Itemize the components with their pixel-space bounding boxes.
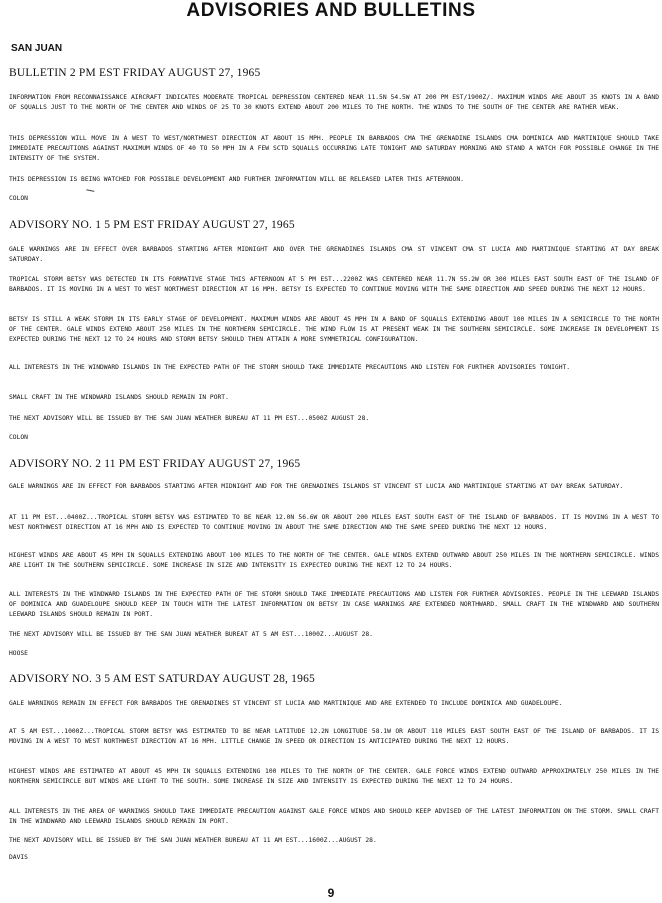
advisory-2-heading: ADVISORY NO. 2 11 PM EST FRIDAY AUGUST 27, 1965 [9, 458, 301, 470]
advisory-2-paragraph-5: THE NEXT ADVISORY WILL BE ISSUED BY THE SAN JUAN WEATHER BUREAT AT 5 AM EST...1000Z...AUGUST 28. [9, 631, 373, 638]
advisory-1-paragraph-4: ALL INTERESTS IN THE WINDWARD ISLANDS IN THE EXPECTED PATH OF THE STORM SHOULD TAKE IMMEDIATE PRECAUTIONS AND LISTEN FOR FURTHER ADVISORIES TONIGHT. [9, 364, 571, 371]
advisory-1-heading: ADVISORY NO. 1 5 PM EST FRIDAY AUGUST 27, 1965 [9, 219, 295, 231]
advisory-3-paragraph-3: HIGHEST WINDS ARE ESTIMATED AT ABOUT 45 MPH IN SQUALLS EXTENDING 100 MILES TO THE NORTH OF THE CENTER. GALE FORCE WINDS EXTEND OUTWARD APPROXIMATELY 250 MILES IN THE NORTHERN SEMICIRCLE BUT WINDS ARE LIGHT TO THE SOUTH. SOME INCREASE IN SIZE AND INTENSITY IS EXPECTED DURING THE NEXT 12 TO 24 HOURS. [9, 768, 659, 785]
page-number: 9 [327, 886, 335, 900]
advisory-3-paragraph-4: ALL INTERESTS IN THE AREA OF WARNINGS SHOULD TAKE IMMEDIATE PRECAUTION AGAINST GALE FORCE WINDS AND SHOULD KEEP ADVISED OF THE LATEST INFORMATION ON THE STORM. SMALL CRAFT IN THE WINDWARD AND LEEWARD ISLANDS SHOULD REMAIN IN PORT. [9, 808, 659, 825]
bulletin-heading: BULLETIN 2 PM EST FRIDAY AUGUST 27, 1965 [9, 67, 261, 79]
bulletin-paragraph-3: THIS DEPRESSION IS BEING WATCHED FOR POSSIBLE DEVELOPMENT AND FURTHER INFORMATION WILL BE RELEASED LATER THIS AFTERNOON. [9, 176, 464, 183]
page-title: ADVISORIES AND BULLETINS [186, 0, 476, 21]
advisory-1-paragraph-6: THE NEXT ADVISORY WILL BE ISSUED BY THE SAN JUAN WEATHER BUREAU AT 11 PM EST...0500Z AUGUST 28. [9, 415, 370, 422]
advisory-2-signature: HOOSE [9, 650, 28, 657]
advisory-2-paragraph-2: AT 11 PM EST...0400Z...TROPICAL STORM BETSY WAS ESTIMATED TO BE NEAR 12.0N 56.6W OR ABOUT 200 MILES EAST SOUTH EAST OF THE ISLAND OF BARBADOS. IT IS MOVING IN A WEST TO WEST NORTHWEST DIRECTION AT 16 MPH AND IS EXPECTED TO CONTINUE MOVING IN ABOUT THE SAME DIRECTION AND THE SAME SPEED DURING THE NEXT 12 HOURS. [9, 514, 659, 531]
bulletin-signature: COLON [9, 195, 28, 202]
advisory-2-paragraph-1: GALE WARNINGS ARE IN EFFECT FOR BARBADOS STARTING AFTER MIDNIGHT AND FOR THE GRENADINES ISLANDS ST VINCENT ST LUCIA AND MARTINIQUE STARTING AT DAY BREAK SATURDAY. [9, 483, 624, 490]
advisory-1-signature: COLON [9, 434, 28, 441]
advisory-1-paragraph-3: BETSY IS STILL A WEAK STORM IN ITS EARLY STAGE OF DEVELOPMENT. MAXIMUM WINDS ARE ABOUT 45 MPH IN A BAND OF SQUALLS EXTENDING ABOUT 100 MILES IN A SEMICIRCLE TO THE NORTH OF THE CENTER. GALE WINDS EXTEND ABOUT 250 MILES IN THE NORTHERN SEMICIRCLE. THE WIND FLOW IS AT PRESENT WEAK IN THE SOUTHERN SEMICIRCLE. SOME INCREASE IN DEVELOPMENT IS EXPECTED DURING THE NEXT 12 TO 24 HOURS AND STORM BETSY SHOULD THEN ATTAIN A MORE SYMMETRICAL CONFIGURATION. [9, 316, 659, 343]
advisory-3-heading: ADVISORY NO. 3 5 AM EST SATURDAY AUGUST 28, 1965 [9, 673, 315, 685]
stray-mark [86, 189, 95, 195]
advisory-1-paragraph-2: TROPICAL STORM BETSY WAS DETECTED IN ITS FORMATIVE STAGE THIS AFTERNOON AT 5 PM EST...2200Z WAS CENTERED NEAR 11.7N 55.2W OR 300 MILES EAST SOUTH EAST OF THE ISLAND OF BARBADOS. IT IS MOVING IN A WEST TO WEST NORTHWEST DIRECTION AT 16 MPH. BETSY IS EXPECTED TO CONTINUE MOVING WITH THE SAME DIRECTION AND SPEED DURING THE NEXT 12 HOURS. [9, 276, 659, 293]
station-name: SAN JUAN [11, 43, 63, 54]
advisory-3-paragraph-2: AT 5 AM EST...1000Z...TROPICAL STORM BETSY WAS ESTIMATED TO BE NEAR LATITUDE 12.2N LONGITUDE 58.1W OR ABOUT 110 MILES EAST SOUTH EAST OF THE ISLAND OF BARBADOS. IT IS MOVING IN A WEST TO WEST NORTHWEST DIRECTION AT 16 MPH. LITTLE CHANGE IN SPEED OR DIRECTION IS ANTICIPATED DURING THE NEXT 12 HOURS. [9, 728, 659, 745]
bulletin-paragraph-1: INFORMATION FROM RECONNAISSANCE AIRCRAFT INDICATES MODERATE TROPICAL DEPRESSION CENTERED NEAR 11.5N 54.5W AT 200 PM EST/1900Z/. MAXIMUM WINDS ARE ABOUT 35 KNOTS IN A BAND OF SQUALLS JUST TO THE NORTH OF THE CENTER AND WINDS OF 25 TO 30 KNOTS EXTEND ABOUT 200 MILES TO THE NORTH. THE WINDS TO THE SOUTH OF THE CENTER ARE RATHER WEAK. [9, 94, 659, 111]
advisory-1-paragraph-1: GALE WARNINGS ARE IN EFFECT OVER BARBADOS STARTING AFTER MIDNIGHT AND OVER THE GRENADINES ISLANDS CMA ST VINCENT CMA ST LUCIA AND MARTINIQUE STARTING AT DAY BREAK SATURDAY. [9, 246, 659, 263]
advisory-3-signature: DAVIS [9, 854, 28, 861]
advisory-2-paragraph-4: ALL INTERESTS IN THE WINDWARD ISLANDS IN THE EXPECTED PATH OF THE STORM SHOULD TAKE IMMEDIATE PRECAUTIONS AND LISTEN FOR FURTHER ADVISORIES. PEOPLE IN THE LEEWARD ISLANDS OF DOMINICA AND GUADELOUPE SHOULD KEEP IN TOUCH WITH THE LATEST INFORMATION ON BETSY IN CASE WARNINGS ARE EXTENDED NORTHWARD. SMALL CRAFT IN THE WINDWARD AND SOUTHERN LEEWARD ISLANDS SHOULD REMAIN IN PORT. [9, 591, 659, 618]
advisory-3-paragraph-1: GALE WARNINGS REMAIN IN EFFECT FOR BARBADOS THE GRENADINES ST VINCENT ST LUCIA AND MARTINIQUE AND ARE EXTENDED TO INCLUDE DOMINICA AND GUADELOUPE. [9, 700, 563, 707]
bulletin-paragraph-2: THIS DEPRESSION WILL MOVE IN A WEST TO WEST/NORTHWEST DIRECTION AT ABOUT 15 MPH. PEOPLE IN BARBADOS CMA THE GRENADINE ISLANDS CMA DOMINICA AND MARTINIQUE SHOULD TAKE IMMEDIATE PRECAUTIONS AGAINST MAXIMUM WINDS OF 40 TO 50 MPH IN A FEW SCTD SQUALLS OCCURRING LATE TONIGHT AND SATURDAY MORNING AND STAND A WATCH FOR POSSIBLE CHANGE IN THE INTENSITY OF THE SYSTEM. [9, 135, 659, 162]
advisory-2-paragraph-3: HIGHEST WINDS ARE ABOUT 45 MPH IN SQUALLS EXTENDING ABOUT 100 MILES TO THE NORTH OF THE CENTER. GALE WINDS EXTEND OUTWARD ABOUT 250 MILES IN THE NORTHERN SEMICIRCLE. WINDS ARE LIGHT IN THE SOUTHERN SEMICIRCLE. SOME INCREASE IN SIZE AND INTENSITY IS EXPECTED DURING THE NEXT 12 TO 24 HOURS. [9, 552, 659, 569]
advisory-1-paragraph-5: SMALL CRAFT IN THE WINDWARD ISLANDS SHOULD REMAIN IN PORT. [9, 394, 229, 401]
advisory-3-paragraph-5: THE NEXT ADVISORY WILL BE ISSUED BY THE SAN JUAN WEATHER BUREAU AT 11 AM EST...1600Z...AUGUST 28. [9, 837, 377, 844]
